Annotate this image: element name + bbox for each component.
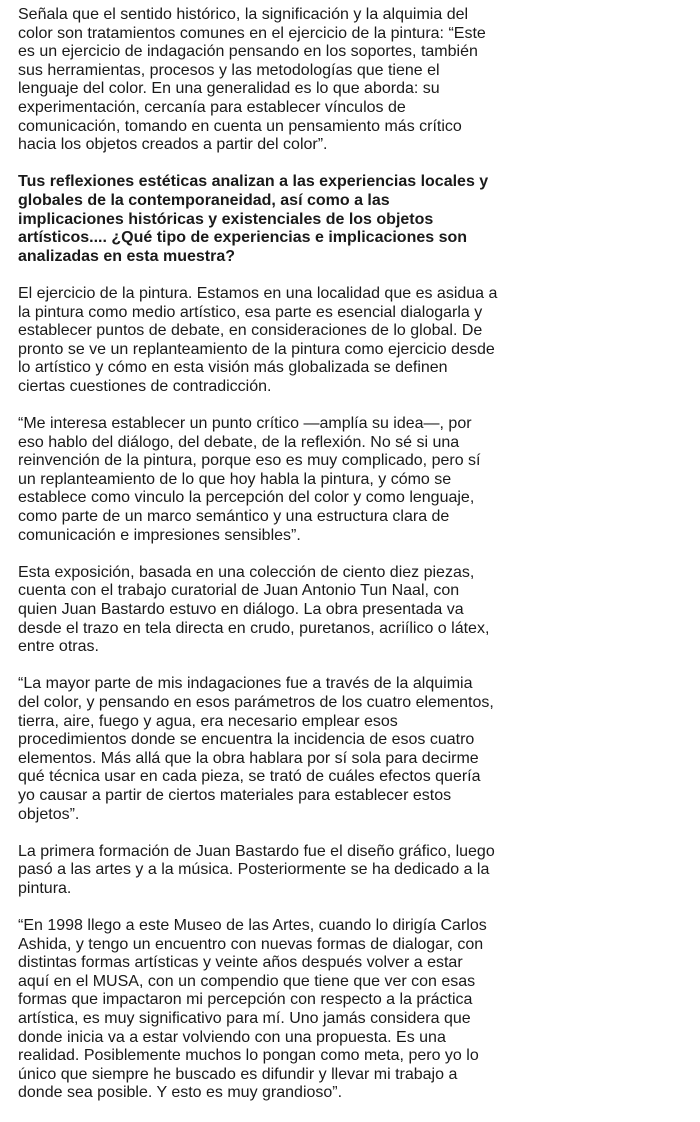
- paragraph-intro: Señala que el sentido histórico, la significación y la alquimia del color son tratamientos comunes en el ejercicio de la pintura: “Este es un ejercicio de indagación pensando en los soportes, también sus herramientas, procesos y las metodologías que tiene el lenguaje del color. En una generalidad es lo que aborda: su experimentación, cercanía para establecer vínculos de comunicación, tomando en cuenta un pensamiento más crítico hacia los objetos creados a partir del color”.: [18, 6, 486, 154]
- article-body: [18, 6, 498, 1122]
- paragraph-quote-critical-point: “Me interesa establecer un punto crítico —amplía su idea—, por eso hablo del diálogo, del debate, de la reflexión. No sé si una reinvención de la pintura, porque eso es muy complicado, pero sí un replanteamiento de lo que hoy habla la pintura, y cómo se establece como vinculo la percepción del color y como lenguaje, como parte de un marco semántico y una estructura clara de comunicación e impresiones sensibles”.: [18, 415, 481, 544]
- paragraph-answer: El ejercicio de la pintura. Estamos en una localidad que es asidua a la pintura como medio artístico, esa parte es esencial dialogarla y establecer puntos de debate, en consideraciones de lo global. De pronto se ve un replanteamiento de la pintura como ejercicio desde lo artístico y cómo en esta visión más globalizada se definen ciertas cuestiones de contradicción.: [18, 284, 498, 395]
- interview-question: Tus reflexiones estéticas analizan a las experiencias locales y globales de la contemporaneidad, así como a las implicaciones históricas y existenciales de los objetos artísticos.... ¿Qué tipo de experiencias e implicaciones son analizadas en esta muestra?: [18, 173, 489, 265]
- paragraph-quote-alchemy: “La mayor parte de mis indagaciones fue a través de la alquimia del color, y pensando en esos parámetros de los cuatro elementos, tierra, aire, fuego y agua, era necesario emplear esos procedimientos donde se encuentra la incidencia de esos cuatro elementos. Más allá que la obra hablara por sí sola para decirme qué técnica usar en cada pieza, se trató de cuáles efectos quería yo causar a partir de ciertos materiales para establecer estos objetos”.: [18, 675, 494, 823]
- paragraph-exhibition: Esta exposición, basada en una colección de ciento diez piezas, cuenta con el trabajo curatorial de Juan Antonio Tun Naal, con quien Juan Bastardo estuvo en diálogo. La obra presentada va desde el trazo en tela directa en crudo, puretanos, acriílico o látex, entre otras.: [18, 563, 490, 656]
- paragraph-quote-musa: “En 1998 llego a este Museo de las Artes, cuando lo dirigía Carlos Ashida, y tengo un encuentro con nuevas formas de dialogar, con distintas formas artísticas y veinte años después volver a estar aquí en el MUSA, con un compendio que tiene que ver con esas formas que impactaron mi percepción con respecto a la práctica artística, es muy significativo para mí. Uno jamás considera que donde inicia va a estar volviendo con una propuesta. Es una realidad. Posiblemente muchos lo pongan como meta, pero yo lo único que siempre he buscado es difundir y llevar mi trabajo a donde sea posible. Y esto es muy grandioso”.: [18, 917, 487, 1102]
- paragraph-background: La primera formación de Juan Bastardo fue el diseño gráfico, luego pasó a las artes y a la música. Posteriormente se ha dedicado a la pintura.: [18, 842, 495, 897]
